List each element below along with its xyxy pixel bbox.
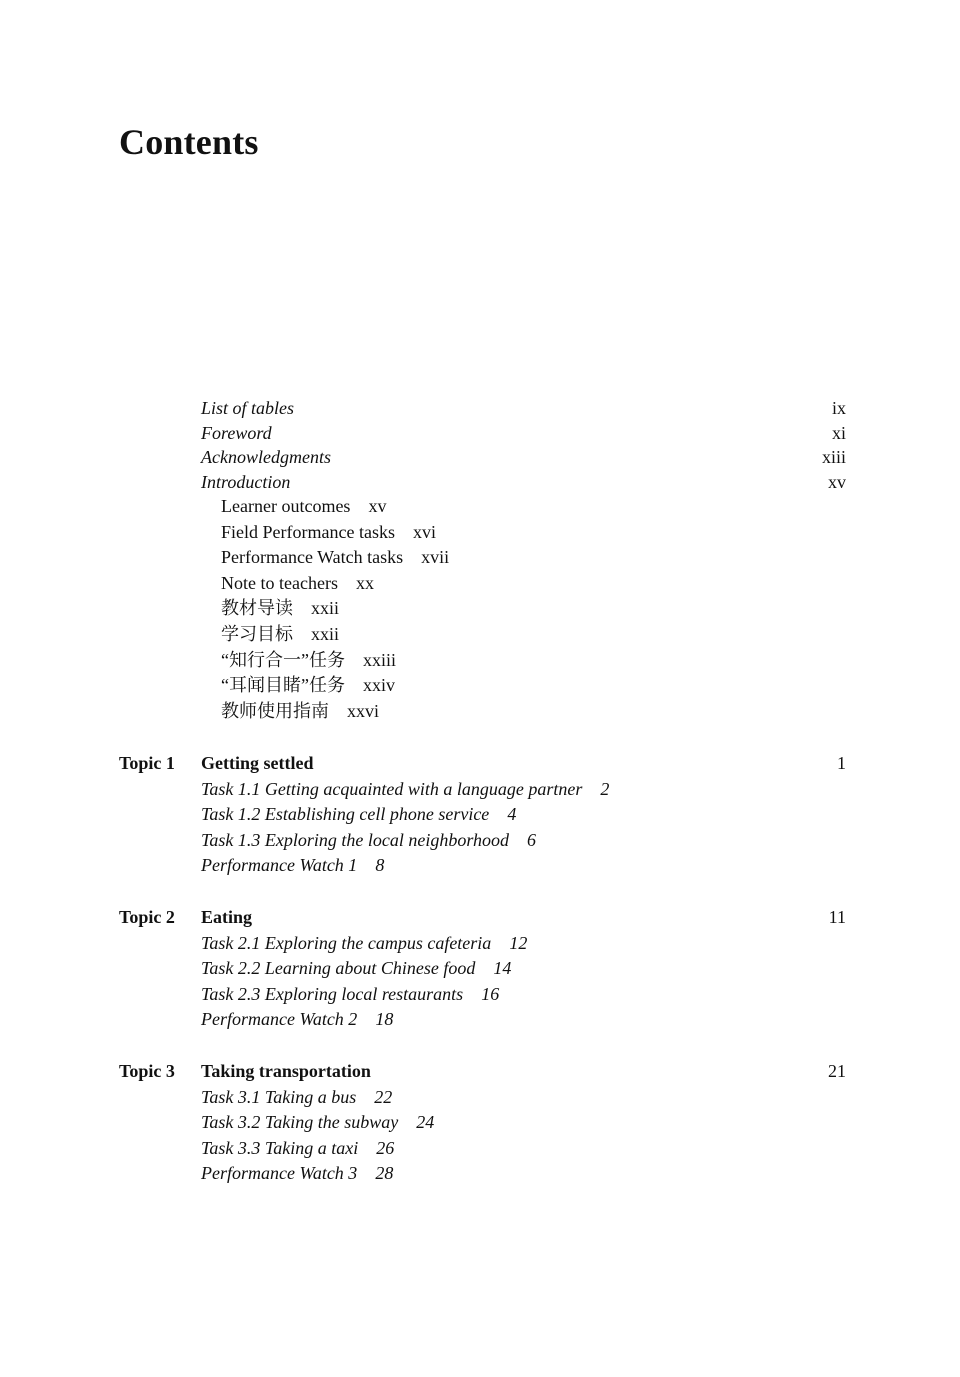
- task-page: 14: [493, 958, 512, 979]
- topic-page: 1: [837, 753, 846, 773]
- toc-entry-acknowledgments[interactable]: [201, 445, 846, 470]
- task-label: Task 2.2 Learning about Chinese food: [201, 958, 476, 979]
- task-label: Task 3.2 Taking the subway: [201, 1112, 399, 1133]
- topic-number: Topic 2: [119, 907, 175, 927]
- topic-title: Getting settled: [201, 753, 314, 773]
- toc-entry-foreword[interactable]: [201, 421, 846, 446]
- task-entry[interactable]: [201, 828, 846, 854]
- task-page: 22: [374, 1086, 393, 1107]
- task-label: Performance Watch 2: [201, 1009, 358, 1030]
- front-matter-section: [201, 396, 846, 724]
- toc-subentry-label: 学习目标: [221, 623, 293, 644]
- topic-page: 11: [828, 907, 846, 927]
- toc-subentry-label: “知行合一”任务: [221, 649, 345, 670]
- task-entry[interactable]: [201, 1136, 846, 1162]
- toc-subentry-page: xxii: [311, 598, 340, 619]
- introduction-subentries: [221, 494, 846, 724]
- toc-subentry-label: Field Performance tasks: [221, 521, 395, 542]
- task-page: 16: [481, 983, 500, 1004]
- topic-section-3: [119, 1059, 846, 1187]
- task-label: Task 3.3 Taking a taxi: [201, 1137, 359, 1158]
- task-entry[interactable]: [201, 982, 846, 1008]
- task-label: Task 2.3 Exploring local restaurants: [201, 983, 464, 1004]
- topic-heading[interactable]: [119, 905, 846, 931]
- task-page: 8: [375, 855, 385, 876]
- task-entry[interactable]: [201, 1007, 846, 1033]
- toc-subentry-page: xvii: [421, 547, 450, 568]
- task-page: 18: [375, 1009, 394, 1030]
- task-entry[interactable]: [201, 1161, 846, 1187]
- task-label: Task 1.1 Getting acquainted with a language partner: [201, 778, 583, 799]
- topic-section-2: [119, 905, 846, 1033]
- task-page: 24: [416, 1112, 435, 1133]
- task-label: Task 2.1 Exploring the campus cafeteria: [201, 932, 492, 953]
- toc-entry-label: Introduction: [201, 471, 291, 492]
- toc-subentry[interactable]: [221, 622, 846, 648]
- task-page: 4: [507, 804, 517, 825]
- toc-subentry-label: 教师使用指南: [221, 700, 329, 721]
- task-page: 26: [376, 1137, 395, 1158]
- task-page: 6: [527, 829, 536, 850]
- task-list: [201, 1085, 846, 1187]
- task-entry[interactable]: [201, 777, 846, 803]
- toc-entry-page: xi: [831, 422, 846, 443]
- task-label: Performance Watch 1: [201, 855, 358, 876]
- toc-subentry[interactable]: [221, 520, 846, 546]
- topic-heading[interactable]: [119, 1059, 846, 1085]
- task-entry[interactable]: [201, 931, 846, 957]
- toc-entry-label: List of tables: [201, 398, 295, 418]
- toc-entry-introduction[interactable]: [201, 470, 846, 495]
- toc-subentry[interactable]: [221, 648, 846, 674]
- task-entry[interactable]: [201, 802, 846, 828]
- toc-subentry[interactable]: [221, 545, 846, 571]
- task-entry[interactable]: [201, 1110, 846, 1136]
- toc-subentry-page: xvi: [412, 521, 436, 542]
- topic-title: Eating: [201, 907, 253, 927]
- toc-subentry[interactable]: [221, 571, 846, 597]
- topic-section-1: [119, 751, 846, 879]
- task-label: Performance Watch 3: [201, 1163, 358, 1184]
- toc-subentry-label: Performance Watch tasks: [221, 547, 404, 568]
- toc-entry-page: xv: [828, 471, 846, 492]
- page-title: Contents: [119, 122, 259, 162]
- task-entry[interactable]: [201, 853, 846, 879]
- toc-subentry[interactable]: [221, 494, 846, 520]
- toc-subentry-page: xxiv: [362, 675, 395, 696]
- task-page: 2: [600, 778, 610, 799]
- toc-subentry-page: xxiii: [362, 649, 396, 670]
- task-entry[interactable]: [201, 956, 846, 982]
- toc-subentry-page: xxii: [311, 623, 340, 644]
- toc-subentry[interactable]: [221, 699, 846, 725]
- toc-entry-page: xiii: [821, 447, 846, 467]
- toc-entry-label: Foreword: [201, 422, 272, 443]
- topic-title: Taking transportation: [201, 1061, 371, 1081]
- task-page: 12: [509, 932, 528, 953]
- task-label: Task 1.3 Exploring the local neighborhood: [201, 829, 509, 850]
- task-list: [201, 931, 846, 1033]
- topic-number: Topic 3: [119, 1061, 175, 1081]
- toc-entry-list-of-tables[interactable]: [201, 396, 846, 421]
- topic-number: Topic 1: [119, 753, 175, 773]
- toc-subentry[interactable]: [221, 596, 846, 622]
- toc-subentry-page: xv: [368, 496, 387, 516]
- toc-subentry-label: Learner outcomes: [221, 496, 351, 516]
- task-label: Task 3.1 Taking a bus: [201, 1086, 357, 1107]
- toc-subentry-label: 教材导读: [221, 598, 293, 619]
- task-list: [201, 777, 846, 879]
- task-label: Task 1.2 Establishing cell phone service: [201, 804, 490, 825]
- toc-subentry[interactable]: [221, 673, 846, 699]
- toc-subentry-label: Note to teachers: [221, 572, 338, 593]
- toc-entry-label: Acknowledgments: [201, 447, 331, 467]
- toc-subentry-label: “耳闻目睹”任务: [221, 675, 345, 696]
- topic-heading[interactable]: [119, 751, 846, 777]
- topic-page: 21: [828, 1061, 846, 1081]
- toc-subentry-page: xx: [355, 572, 374, 593]
- task-page: 28: [375, 1163, 394, 1184]
- toc-subentry-page: xxvi: [347, 700, 380, 721]
- task-entry[interactable]: [201, 1085, 846, 1111]
- toc-entry-page: ix: [831, 398, 846, 418]
